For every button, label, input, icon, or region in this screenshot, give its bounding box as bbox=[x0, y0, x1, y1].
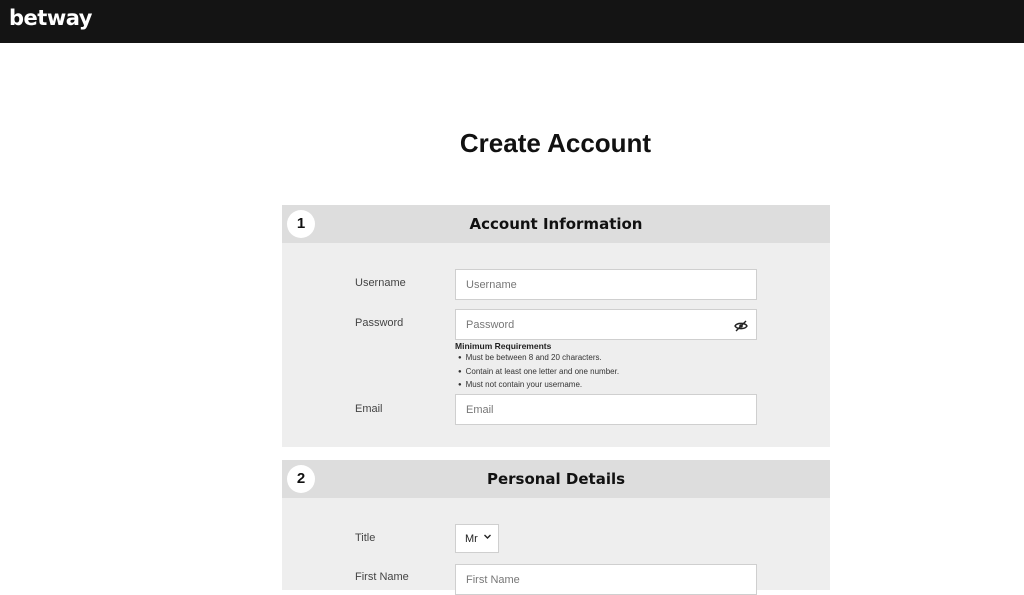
account-information-header bbox=[282, 205, 830, 243]
section-title: Personal Details bbox=[486, 470, 626, 488]
betway-logo[interactable]: betway bbox=[9, 6, 92, 30]
username-field-wrapper bbox=[455, 269, 757, 300]
first-name-field-wrapper bbox=[455, 564, 757, 595]
email-label: Email bbox=[355, 403, 383, 415]
top-navigation-bar bbox=[0, 0, 1024, 43]
password-requirements bbox=[455, 341, 755, 393]
requirements-list bbox=[455, 352, 755, 393]
personal-details-header bbox=[282, 460, 830, 498]
requirements-title: Minimum Requirements bbox=[455, 341, 552, 351]
requirement-item: ● Must be between 8 and 20 characters. bbox=[455, 352, 755, 366]
account-information-section bbox=[282, 205, 830, 447]
chevron-down-icon bbox=[483, 532, 492, 543]
eye-slash-icon[interactable] bbox=[734, 319, 748, 331]
title-label: Title bbox=[355, 532, 376, 544]
personal-details-section bbox=[282, 460, 830, 590]
requirement-item: ● Must not contain your username. bbox=[455, 379, 755, 393]
password-field-wrapper bbox=[455, 309, 757, 340]
username-label: Username bbox=[355, 277, 406, 289]
username-input[interactable] bbox=[456, 270, 756, 299]
step-number-badge: 1 bbox=[287, 210, 315, 238]
first-name-input[interactable] bbox=[456, 565, 756, 594]
email-input[interactable] bbox=[456, 395, 756, 424]
password-input[interactable] bbox=[456, 310, 756, 339]
title-select-value: Mr bbox=[465, 533, 478, 545]
requirement-item: ● Contain at least one letter and one number. bbox=[455, 366, 755, 380]
page-title: Create Account bbox=[459, 128, 652, 158]
email-field-wrapper bbox=[455, 394, 757, 425]
first-name-label: First Name bbox=[355, 571, 409, 583]
step-number-badge: 2 bbox=[287, 465, 315, 493]
section-title: Account Information bbox=[469, 215, 643, 233]
password-label: Password bbox=[355, 317, 404, 329]
title-select[interactable] bbox=[455, 524, 499, 553]
